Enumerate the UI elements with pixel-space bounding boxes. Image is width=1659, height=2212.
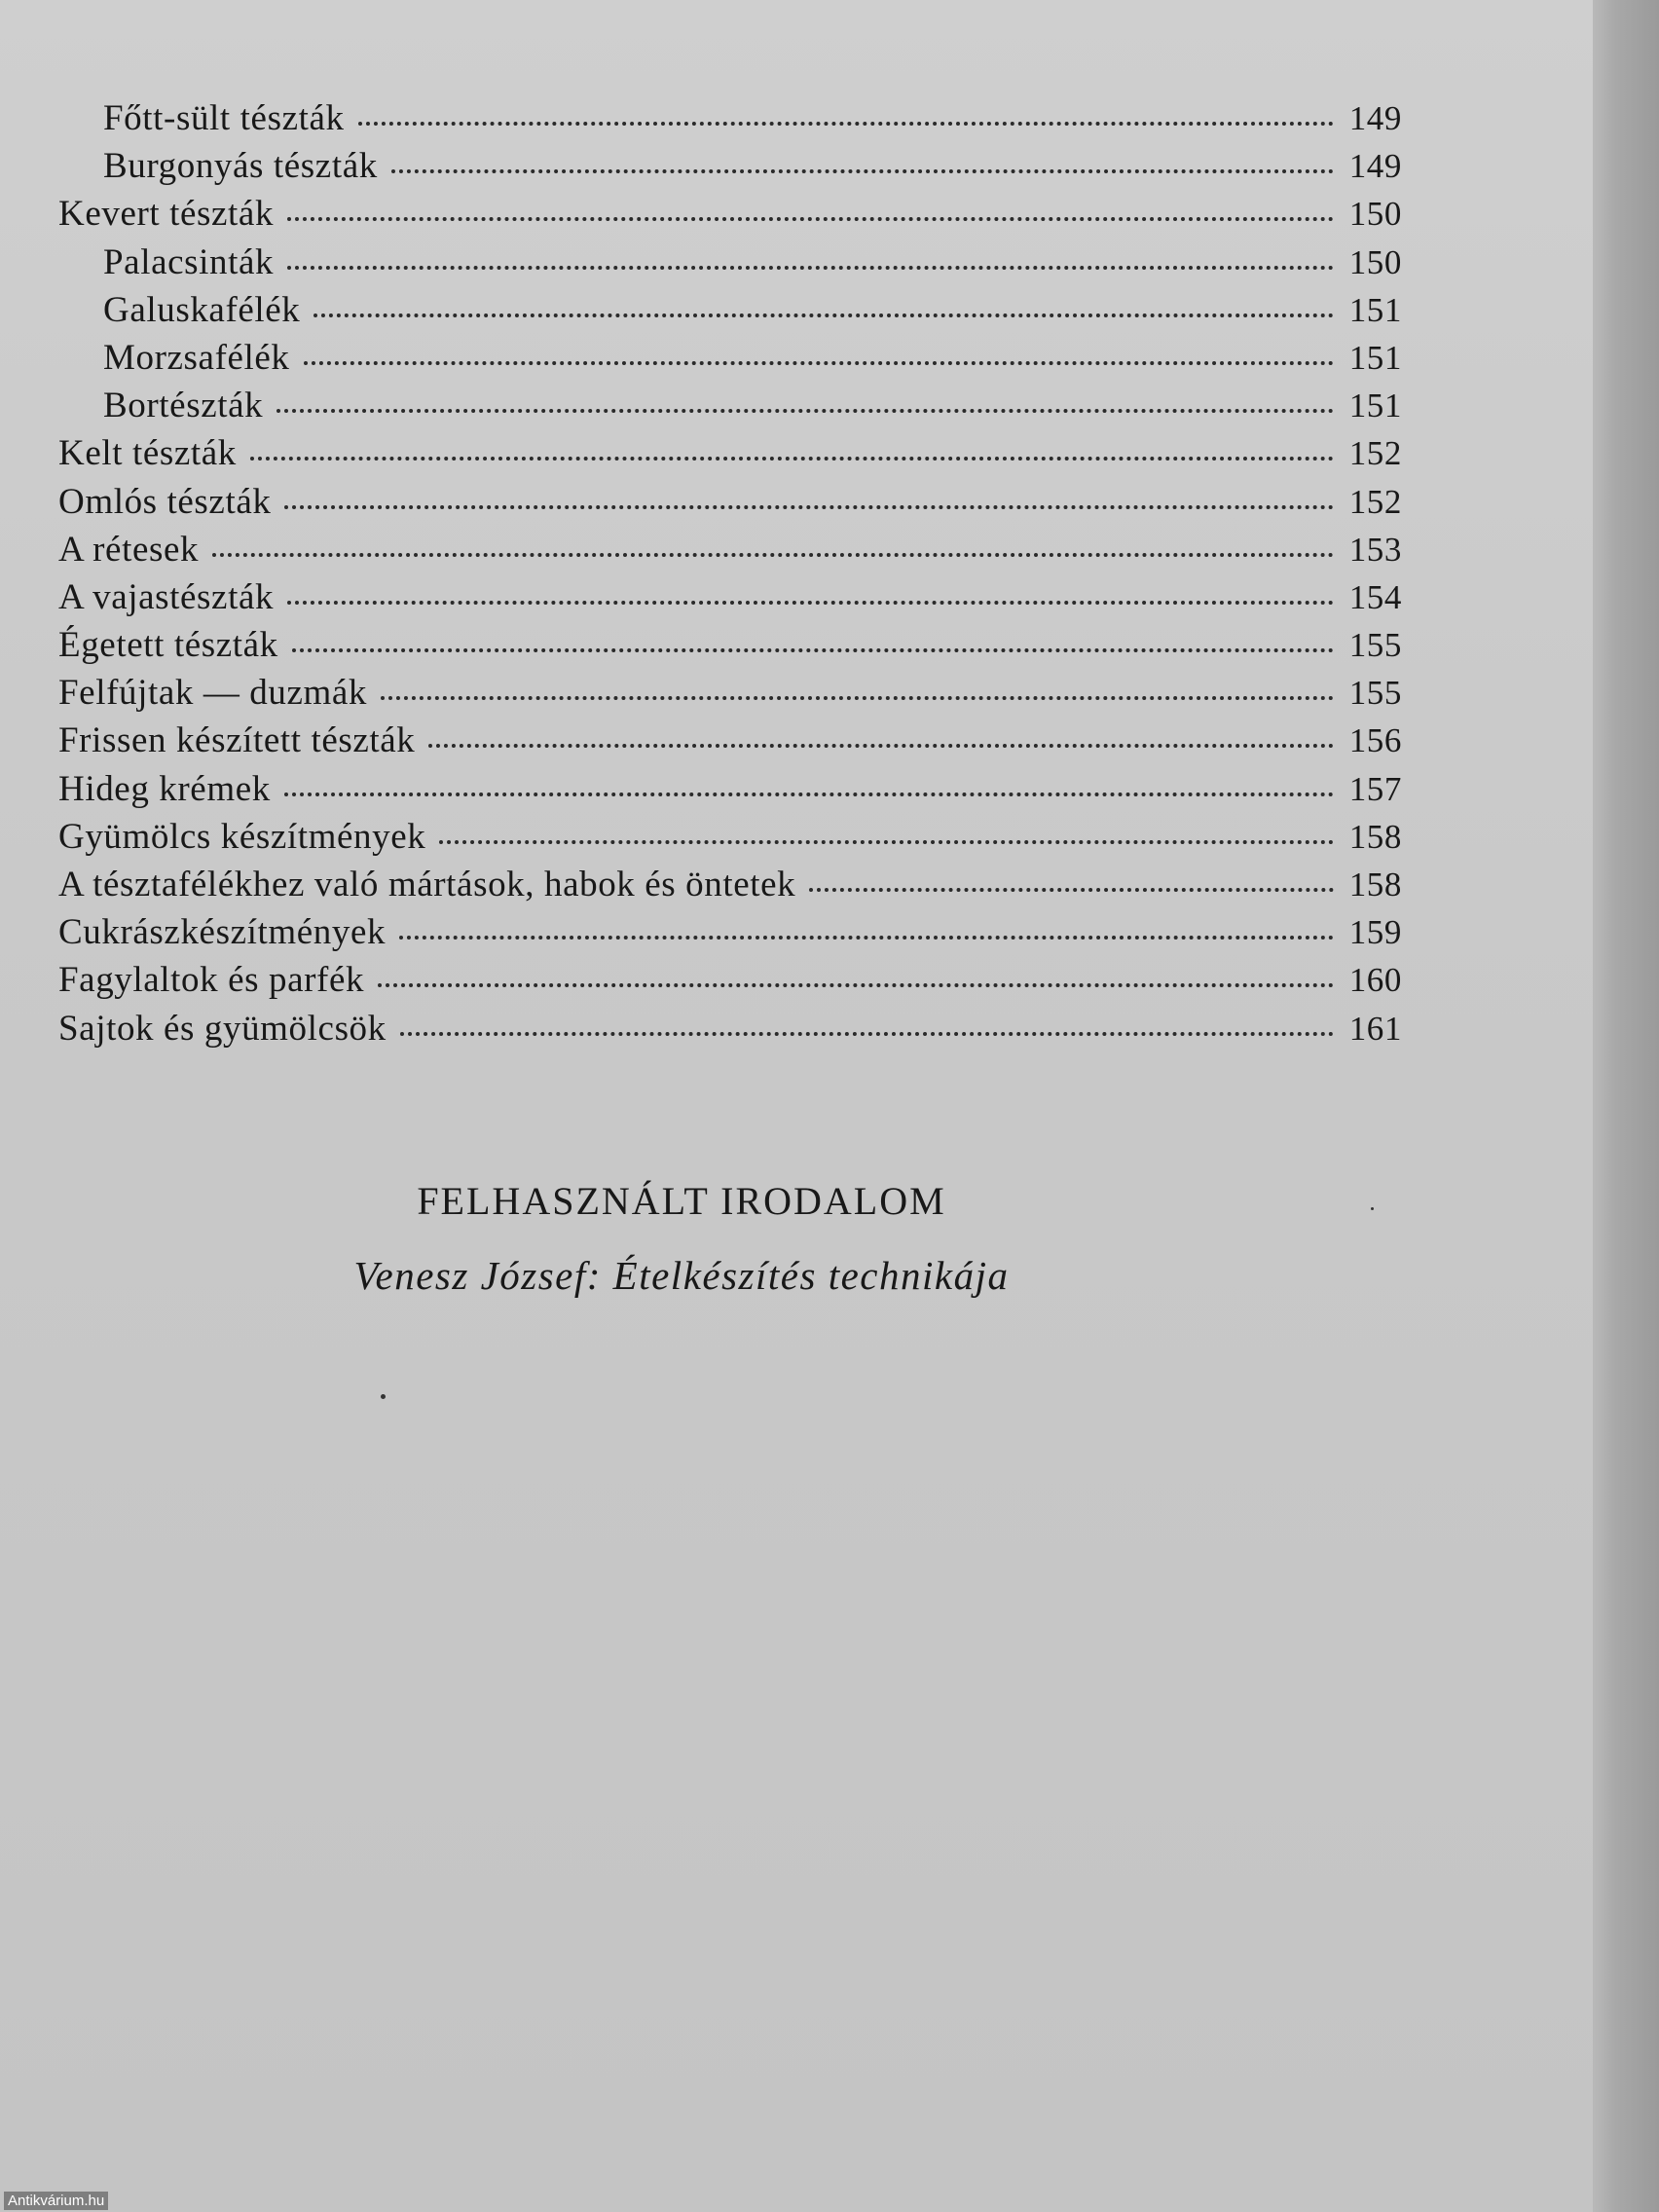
dot-leader bbox=[428, 744, 1334, 748]
dot-leader bbox=[250, 457, 1334, 461]
toc-entry bbox=[58, 911, 1402, 959]
dot-leader bbox=[287, 217, 1334, 221]
toc-entry-label: Palacsinták bbox=[103, 241, 275, 282]
toc-entry-label: Felfújtak — duzmák bbox=[58, 673, 368, 714]
toc-entry-label: Frissen készített tészták bbox=[58, 720, 416, 761]
table-of-contents bbox=[58, 97, 1402, 1055]
toc-entry-page-number: 159 bbox=[1348, 913, 1402, 952]
toc-entry-page-number: 151 bbox=[1348, 387, 1402, 425]
toc-entry bbox=[58, 145, 1402, 193]
toc-entry-page-number: 158 bbox=[1348, 866, 1402, 903]
toc-entry bbox=[58, 289, 1402, 337]
toc-entry-label: Bortészták bbox=[103, 386, 264, 426]
toc-entry-page-number: 152 bbox=[1348, 482, 1402, 521]
dot-leader bbox=[400, 1032, 1334, 1036]
toc-entry-label: Kelt tészták bbox=[58, 433, 237, 474]
toc-entry bbox=[58, 97, 1402, 145]
toc-entry-label: Burgonyás tészták bbox=[103, 146, 378, 187]
toc-entry bbox=[58, 624, 1402, 672]
toc-entry bbox=[58, 193, 1402, 240]
dot-leader bbox=[378, 983, 1334, 987]
toc-entry-label: Omlós tészták bbox=[58, 481, 272, 522]
page-speck bbox=[381, 1394, 386, 1399]
toc-entry-page-number: 152 bbox=[1348, 434, 1402, 473]
toc-entry-page-number: 160 bbox=[1348, 961, 1402, 1000]
toc-entry-label: Főtt-sült tészták bbox=[103, 98, 345, 138]
toc-entry-label: A tésztafélékhez való mártások, habok és öntetek bbox=[58, 865, 796, 904]
toc-entry bbox=[58, 529, 1402, 576]
dot-leader bbox=[304, 361, 1334, 365]
literature-heading: FELHASZNÁLT IRODALOM bbox=[417, 1179, 946, 1223]
toc-entry-page-number: 151 bbox=[1348, 338, 1402, 377]
toc-entry bbox=[58, 241, 1402, 289]
toc-entry-page-number: 150 bbox=[1348, 195, 1402, 234]
toc-entry bbox=[58, 385, 1402, 432]
toc-entry-page-number: 153 bbox=[1348, 530, 1402, 569]
dot-leader bbox=[212, 553, 1334, 557]
toc-entry-label: Gyümölcs készítmények bbox=[58, 816, 426, 857]
toc-entry-label: Fagylaltok és parfék bbox=[58, 960, 365, 1001]
toc-entry-page-number: 149 bbox=[1348, 147, 1402, 186]
dot-leader bbox=[809, 888, 1334, 892]
toc-entry-page-number: 157 bbox=[1348, 769, 1402, 808]
watermark: Antikvárium.hu bbox=[4, 2192, 108, 2210]
toc-entry bbox=[58, 481, 1402, 529]
toc-entry bbox=[58, 672, 1402, 719]
toc-entry-label: A rétesek bbox=[58, 529, 200, 570]
dot-leader bbox=[399, 936, 1334, 940]
toc-entry-page-number: 155 bbox=[1348, 674, 1402, 713]
toc-entry bbox=[58, 864, 1402, 911]
toc-entry bbox=[58, 719, 1402, 767]
toc-entry-page-number: 150 bbox=[1348, 242, 1402, 281]
toc-entry-label: Hideg krémek bbox=[58, 768, 271, 809]
toc-entry bbox=[58, 576, 1402, 624]
toc-entry-page-number: 149 bbox=[1348, 99, 1402, 137]
toc-entry bbox=[58, 816, 1402, 864]
toc-entry-page-number: 151 bbox=[1348, 290, 1402, 329]
dot-leader bbox=[381, 696, 1334, 700]
toc-entry-page-number: 154 bbox=[1348, 577, 1402, 616]
page-speck bbox=[1371, 1207, 1374, 1210]
toc-entry bbox=[58, 959, 1402, 1007]
toc-entry-label: Égetett tészták bbox=[58, 625, 278, 666]
toc-entry-page-number: 155 bbox=[1348, 626, 1402, 665]
literature-entry: Venesz József: Ételkészítés technikája bbox=[353, 1253, 1010, 1298]
dot-leader bbox=[313, 313, 1334, 317]
toc-entry-page-number: 161 bbox=[1348, 1009, 1402, 1048]
dot-leader bbox=[284, 505, 1334, 509]
toc-entry bbox=[58, 432, 1402, 480]
dot-leader bbox=[276, 409, 1334, 413]
toc-entry bbox=[58, 768, 1402, 816]
dot-leader bbox=[292, 648, 1334, 652]
dot-leader bbox=[287, 266, 1334, 270]
toc-entry-label: A vajastészták bbox=[58, 576, 275, 617]
toc-entry-page-number: 158 bbox=[1348, 817, 1402, 856]
toc-entry-page-number: 156 bbox=[1348, 721, 1402, 760]
toc-entry-label: Galuskafélék bbox=[103, 289, 301, 330]
toc-entry-label: Morzsafélék bbox=[103, 337, 290, 378]
toc-entry-label: Sajtok és gyümölcsök bbox=[58, 1008, 387, 1049]
dot-leader bbox=[358, 122, 1334, 126]
toc-entry bbox=[58, 337, 1402, 385]
dot-leader bbox=[284, 793, 1334, 796]
dot-leader bbox=[287, 601, 1334, 605]
toc-entry-label: Kevert tészták bbox=[58, 194, 275, 235]
dot-leader bbox=[391, 169, 1334, 173]
dot-leader bbox=[439, 840, 1334, 844]
toc-entry-label: Cukrászkészítmények bbox=[58, 912, 387, 953]
toc-entry bbox=[58, 1008, 1402, 1055]
page-edge bbox=[1593, 0, 1659, 2212]
